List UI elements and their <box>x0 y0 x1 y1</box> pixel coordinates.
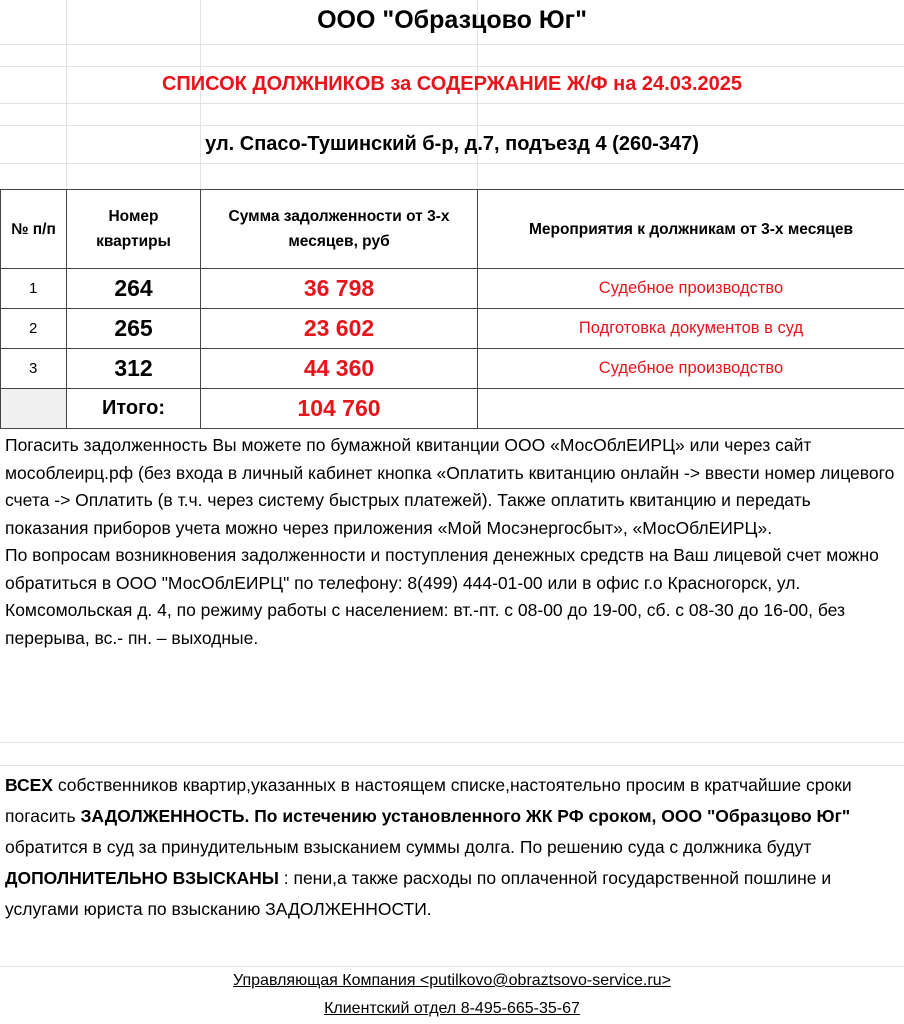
debt-sum: 36 798 <box>201 269 478 309</box>
company-title: ООО "Образцово Юг" <box>317 6 587 34</box>
debt-action: Судебное производство <box>478 349 904 389</box>
debt-action: Подготовка документов в суд <box>478 309 904 349</box>
contacts-paragraph: По вопросам возникновения задолженности и поступления денежных средств на Ваш лицевой счет можно обратиться в ООО "МосОблЕИРЦ" по телефону: 8(499) 444-01-00 или в офис г.о Красногорск, ул. Комсомольская д. 4, по режиму работы с населением: вт.-пт. с 08-00 до 19-00, сб. с 08-30 до 16-00, без перерыва, вс.- пн. – выходные. <box>5 545 879 648</box>
grid-line <box>0 103 904 104</box>
warning-text: собственников квартир,указанных в настоящем списке,настоятельно просим в кратчайшие сроки погасить <box>5 775 852 826</box>
warning-text: : пени,а также расходы по оплаченной государственной пошлине и услугами юриста по взысканию ЗАДОЛЖЕННОСТИ. <box>5 868 832 919</box>
debt-action: Судебное производство <box>478 269 904 309</box>
warning-paragraph <box>5 770 895 925</box>
total-sum: 104 760 <box>201 389 478 429</box>
warning-bold-extra: ДОПОЛНИТЕЛЬНО ВЗЫСКАНЫ <box>5 868 279 888</box>
grid-line <box>0 163 904 164</box>
table-header-row <box>1 190 904 269</box>
payment-paragraph: Погасить задолженность Вы можете по бумажной квитанции ООО «МосОблЕИРЦ» или через сайт мособлеирц.рф (без входа в личный кабинет кнопка «Оплатить квитанцию онлайн -> ввести номер лицевого счета -> Оплатить (в т.ч. через систему быстрых платежей). Также оплатить квитанцию и передать показания приборов учета можно через приложения «Мой Мосэнергосбыт», «МосОблЕИРЦ». <box>5 435 895 538</box>
col-header-no: № п/п <box>1 190 67 269</box>
apartment-number: 312 <box>67 349 201 389</box>
grid-line <box>0 66 904 67</box>
debt-sum: 23 602 <box>201 309 478 349</box>
table-row <box>1 269 904 309</box>
total-action-cell <box>478 389 904 429</box>
grid-line <box>0 966 904 967</box>
grid-line <box>0 742 904 743</box>
management-company-link[interactable]: Управляющая Компания <putilkovo@obraztsovo-service.ru> <box>233 972 671 989</box>
col-header-apartment: Номер квартиры <box>67 190 201 269</box>
warning-notice <box>5 770 895 925</box>
total-label: Итого: <box>67 389 201 429</box>
row-number: 1 <box>1 269 67 309</box>
client-department-phone[interactable]: Клиентский отдел 8-495-665-35-67 <box>324 1000 580 1017</box>
warning-text: обратится в суд за принудительным взысканием суммы долга. По решению суда с должника будут <box>5 837 812 857</box>
table-row <box>1 349 904 389</box>
col-header-action: Мероприятия к должникам от 3-х месяцев <box>478 190 904 269</box>
col-header-sum: Сумма задолженности от 3-х месяцев, руб <box>201 190 478 269</box>
table-row <box>1 309 904 349</box>
debtors-list-title: СПИСОК ДОЛЖНИКОВ за СОДЕРЖАНИЕ Ж/Ф на 24.03.2025 <box>161 73 743 95</box>
total-empty-cell <box>1 389 67 429</box>
debtors-table <box>0 189 904 429</box>
total-row <box>1 389 904 429</box>
debt-sum: 44 360 <box>201 349 478 389</box>
grid-line <box>0 765 904 766</box>
warning-bold-debt: ЗАДОЛЖЕННОСТЬ. По истечению установленного ЖК РФ сроком, ООО "Образцово Юг" <box>80 806 851 826</box>
grid-line <box>0 125 904 126</box>
address-line: ул. Спасо-Тушинский б-р, д.7, подъезд 4 (260-347) <box>205 133 699 155</box>
payment-info <box>5 432 895 652</box>
apartment-number: 264 <box>67 269 201 309</box>
row-number: 2 <box>1 309 67 349</box>
warning-bold-all: ВСЕХ <box>5 775 53 795</box>
apartment-number: 265 <box>67 309 201 349</box>
grid-line <box>0 44 904 45</box>
row-number: 3 <box>1 349 67 389</box>
